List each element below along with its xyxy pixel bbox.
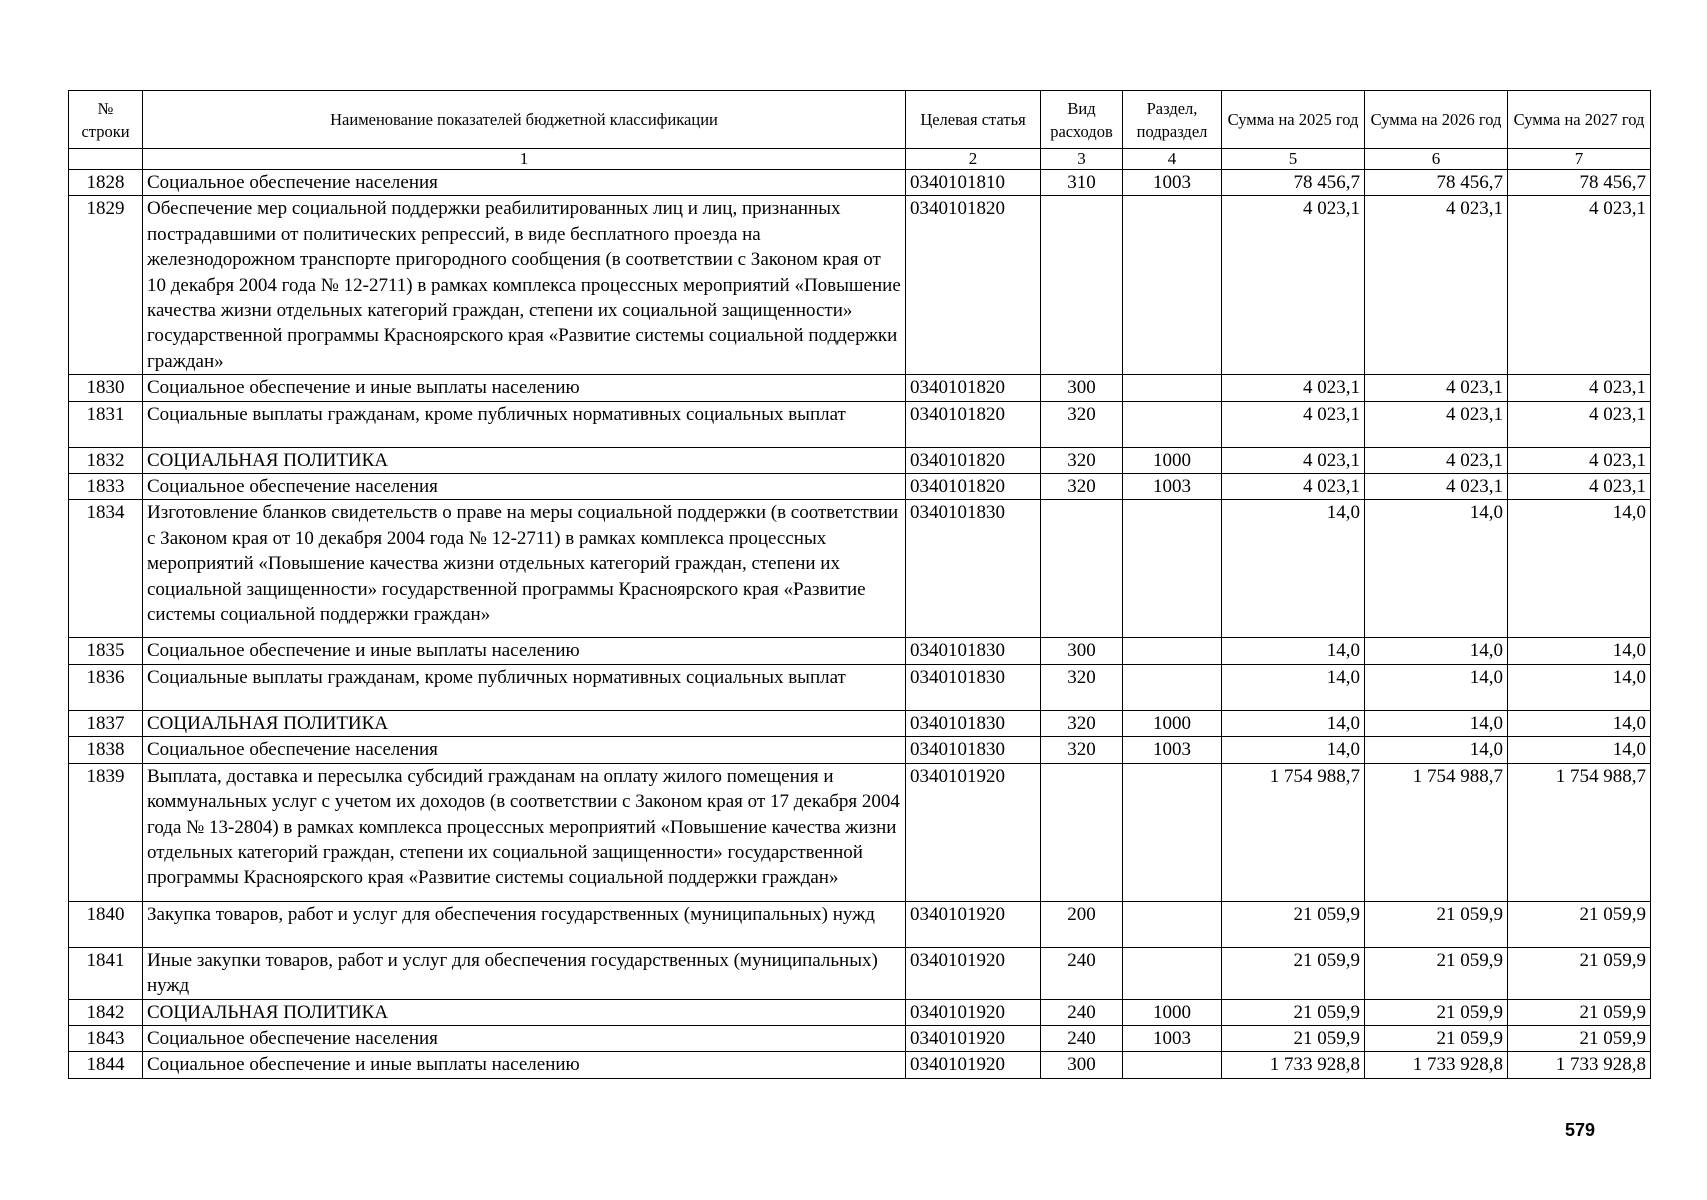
row-sum-2027: 21 059,9: [1508, 901, 1651, 947]
row-sum-2026: 14,0: [1365, 500, 1508, 638]
row-number: 1841: [69, 947, 143, 999]
column-number-row: [69, 149, 1651, 170]
row-sum-2025: 78 456,7: [1222, 170, 1365, 196]
row-number: 1829: [69, 196, 143, 375]
row-sum-2027: 4 023,1: [1508, 447, 1651, 473]
table-row: [69, 664, 1651, 710]
table-row: [69, 710, 1651, 736]
table-row: [69, 401, 1651, 447]
row-sum-2025: 4 023,1: [1222, 196, 1365, 375]
row-sum-2027: 14,0: [1508, 500, 1651, 638]
row-expense-type: 240: [1041, 999, 1123, 1025]
row-sum-2026: 14,0: [1365, 710, 1508, 736]
row-name: Социальное обеспечение и иные выплаты населению: [143, 375, 906, 401]
row-name: Социальное обеспечение населения: [143, 474, 906, 500]
row-expense-type: 240: [1041, 1025, 1123, 1051]
row-sum-2026: 4 023,1: [1365, 196, 1508, 375]
row-target-code: 0340101820: [906, 474, 1041, 500]
row-sum-2025: 4 023,1: [1222, 447, 1365, 473]
row-section: 1000: [1123, 447, 1222, 473]
row-expense-type: 320: [1041, 710, 1123, 736]
row-name: Социальное обеспечение и иные выплаты населению: [143, 1052, 906, 1078]
header-sum-2026: Сумма на 2026 год: [1365, 91, 1508, 149]
row-sum-2026: 4 023,1: [1365, 474, 1508, 500]
row-sum-2026: 4 023,1: [1365, 447, 1508, 473]
table-row: [69, 447, 1651, 473]
row-sum-2025: 4 023,1: [1222, 375, 1365, 401]
row-sum-2027: 21 059,9: [1508, 947, 1651, 999]
row-expense-type: 300: [1041, 375, 1123, 401]
row-expense-type: 310: [1041, 170, 1123, 196]
row-sum-2026: 21 059,9: [1365, 947, 1508, 999]
table-row: [69, 947, 1651, 999]
header-razdel: Раздел, подраздел: [1123, 91, 1222, 149]
row-expense-type: 320: [1041, 447, 1123, 473]
row-section: [1123, 947, 1222, 999]
row-target-code: 0340101830: [906, 737, 1041, 763]
row-section: 1003: [1123, 474, 1222, 500]
row-expense-type: [1041, 196, 1123, 375]
header-code: Целевая статья: [906, 91, 1041, 149]
row-sum-2026: 1 733 928,8: [1365, 1052, 1508, 1078]
row-target-code: 0340101820: [906, 447, 1041, 473]
row-target-code: 0340101830: [906, 710, 1041, 736]
column-number: 7: [1508, 149, 1651, 170]
row-sum-2026: 1 754 988,7: [1365, 763, 1508, 901]
row-section: [1123, 196, 1222, 375]
row-sum-2026: 14,0: [1365, 737, 1508, 763]
row-sum-2025: 14,0: [1222, 664, 1365, 710]
row-sum-2026: 21 059,9: [1365, 999, 1508, 1025]
row-sum-2026: 4 023,1: [1365, 375, 1508, 401]
table-row: [69, 375, 1651, 401]
column-number: 6: [1365, 149, 1508, 170]
row-sum-2026: 78 456,7: [1365, 170, 1508, 196]
row-sum-2025: 21 059,9: [1222, 1025, 1365, 1051]
row-sum-2025: 1 754 988,7: [1222, 763, 1365, 901]
row-sum-2026: 4 023,1: [1365, 401, 1508, 447]
column-number: 4: [1123, 149, 1222, 170]
row-name: СОЦИАЛЬНАЯ ПОЛИТИКА: [143, 447, 906, 473]
row-section: [1123, 901, 1222, 947]
row-section: [1123, 638, 1222, 664]
row-number: 1838: [69, 737, 143, 763]
row-name: СОЦИАЛЬНАЯ ПОЛИТИКА: [143, 710, 906, 736]
table-row: [69, 1025, 1651, 1051]
row-expense-type: 320: [1041, 401, 1123, 447]
column-number-blank: [69, 149, 143, 170]
header-sum-2027: Сумма на 2027 год: [1508, 91, 1651, 149]
row-expense-type: 200: [1041, 901, 1123, 947]
row-sum-2027: 14,0: [1508, 737, 1651, 763]
row-target-code: 0340101920: [906, 1052, 1041, 1078]
row-target-code: 0340101820: [906, 375, 1041, 401]
row-number: 1833: [69, 474, 143, 500]
row-sum-2025: 14,0: [1222, 638, 1365, 664]
row-section: [1123, 375, 1222, 401]
column-number: 1: [143, 149, 906, 170]
row-sum-2027: 4 023,1: [1508, 474, 1651, 500]
row-section: [1123, 763, 1222, 901]
row-number: 1840: [69, 901, 143, 947]
row-section: [1123, 401, 1222, 447]
column-number: 3: [1041, 149, 1123, 170]
table-row: [69, 737, 1651, 763]
row-sum-2025: 21 059,9: [1222, 901, 1365, 947]
row-name: Изготовление бланков свидетельств о праве на меры социальной поддержки (в соответствии с Законом края от 10 декабря 2004 года № 12-2711) в рамках комплекса процессных мероприятий «Повышение качества жизни отдельных категорий граждан, степени их социальной защищенности» государственной программы Красноярского края «Развитие системы социальной поддержки граждан»: [143, 500, 906, 638]
row-sum-2026: 21 059,9: [1365, 1025, 1508, 1051]
row-sum-2027: 4 023,1: [1508, 401, 1651, 447]
row-section: 1003: [1123, 737, 1222, 763]
row-name: Закупка товаров, работ и услуг для обеспечения государственных (муниципальных) нужд: [143, 901, 906, 947]
row-name: Социальное обеспечение населения: [143, 737, 906, 763]
row-name: Социальные выплаты гражданам, кроме публичных нормативных социальных выплат: [143, 664, 906, 710]
row-expense-type: 300: [1041, 1052, 1123, 1078]
row-sum-2026: 14,0: [1365, 638, 1508, 664]
row-name: Иные закупки товаров, работ и услуг для обеспечения государственных (муниципальных) нужд: [143, 947, 906, 999]
row-sum-2026: 14,0: [1365, 664, 1508, 710]
header-row-no: № строки: [69, 91, 143, 149]
table-row: [69, 1052, 1651, 1078]
row-section: 1000: [1123, 710, 1222, 736]
row-target-code: 0340101920: [906, 999, 1041, 1025]
header-vid: Вид расходов: [1041, 91, 1123, 149]
budget-table: [68, 90, 1651, 1079]
row-target-code: 0340101830: [906, 500, 1041, 638]
row-sum-2027: 21 059,9: [1508, 1025, 1651, 1051]
row-target-code: 0340101920: [906, 763, 1041, 901]
row-target-code: 0340101830: [906, 664, 1041, 710]
row-name: Социальное обеспечение и иные выплаты населению: [143, 638, 906, 664]
table-body: [69, 170, 1651, 1079]
row-expense-type: [1041, 500, 1123, 638]
row-sum-2025: 14,0: [1222, 710, 1365, 736]
row-number: 1842: [69, 999, 143, 1025]
row-number: 1844: [69, 1052, 143, 1078]
table-row: [69, 638, 1651, 664]
row-number: 1831: [69, 401, 143, 447]
row-number: 1835: [69, 638, 143, 664]
table-row: [69, 474, 1651, 500]
row-expense-type: [1041, 763, 1123, 901]
row-sum-2025: 1 733 928,8: [1222, 1052, 1365, 1078]
row-sum-2026: 21 059,9: [1365, 901, 1508, 947]
table-row: [69, 901, 1651, 947]
row-sum-2027: 14,0: [1508, 664, 1651, 710]
row-sum-2027: 4 023,1: [1508, 196, 1651, 375]
row-number: 1843: [69, 1025, 143, 1051]
row-section: [1123, 1052, 1222, 1078]
row-number: 1836: [69, 664, 143, 710]
table-row: [69, 170, 1651, 196]
column-number: 2: [906, 149, 1041, 170]
row-expense-type: 320: [1041, 664, 1123, 710]
row-name: Социальные выплаты гражданам, кроме публичных нормативных социальных выплат: [143, 401, 906, 447]
column-number: 5: [1222, 149, 1365, 170]
row-sum-2027: 14,0: [1508, 638, 1651, 664]
row-target-code: 0340101820: [906, 196, 1041, 375]
row-expense-type: 300: [1041, 638, 1123, 664]
row-sum-2027: 1 754 988,7: [1508, 763, 1651, 901]
header-sum-2025: Сумма на 2025 год: [1222, 91, 1365, 149]
row-number: 1830: [69, 375, 143, 401]
row-sum-2027: 4 023,1: [1508, 375, 1651, 401]
row-expense-type: 240: [1041, 947, 1123, 999]
row-sum-2027: 78 456,7: [1508, 170, 1651, 196]
row-sum-2025: 14,0: [1222, 737, 1365, 763]
table-row: [69, 763, 1651, 901]
row-name: Социальное обеспечение населения: [143, 170, 906, 196]
row-target-code: 0340101820: [906, 401, 1041, 447]
row-sum-2025: 21 059,9: [1222, 999, 1365, 1025]
table-row: [69, 500, 1651, 638]
row-sum-2025: 4 023,1: [1222, 474, 1365, 500]
row-name: Выплата, доставка и пересылка субсидий гражданам на оплату жилого помещения и коммунальных услуг с учетом их доходов (в соответствии с Законом края от 17 декабря 2004 года № 13-2804) в рамках комплекса процессных мероприятий «Повышение качества жизни отдельных категорий граждан, степени их социальной защищенности» государственной программы Красноярского края «Развитие системы социальной поддержки граждан»: [143, 763, 906, 901]
row-expense-type: 320: [1041, 474, 1123, 500]
row-section: [1123, 664, 1222, 710]
header-row: [69, 91, 1651, 149]
row-expense-type: 320: [1041, 737, 1123, 763]
row-sum-2025: 4 023,1: [1222, 401, 1365, 447]
row-sum-2025: 21 059,9: [1222, 947, 1365, 999]
row-number: 1832: [69, 447, 143, 473]
row-name: Социальное обеспечение населения: [143, 1025, 906, 1051]
row-target-code: 0340101830: [906, 638, 1041, 664]
row-sum-2027: 21 059,9: [1508, 999, 1651, 1025]
row-number: 1834: [69, 500, 143, 638]
row-number: 1837: [69, 710, 143, 736]
row-section: 1003: [1123, 1025, 1222, 1051]
row-number: 1839: [69, 763, 143, 901]
row-target-code: 0340101920: [906, 947, 1041, 999]
row-section: 1003: [1123, 170, 1222, 196]
row-target-code: 0340101920: [906, 1025, 1041, 1051]
row-sum-2027: 1 733 928,8: [1508, 1052, 1651, 1078]
row-section: 1000: [1123, 999, 1222, 1025]
row-name: СОЦИАЛЬНАЯ ПОЛИТИКА: [143, 999, 906, 1025]
row-section: [1123, 500, 1222, 638]
row-target-code: 0340101810: [906, 170, 1041, 196]
row-name: Обеспечение мер социальной поддержки реабилитированных лиц и лиц, признанных пострадавшими от политических репрессий, в виде бесплатного проезда на железнодорожном транспорте пригородного сообщения (в соответствии с Законом края от 10 декабря 2004 года № 12-2711) в рамках комплекса процессных мероприятий «Повышение качества жизни отдельных категорий граждан, степени их социальной защищенности» государственной программы Красноярского края «Развитие системы социальной поддержки граждан»: [143, 196, 906, 375]
table-row: [69, 999, 1651, 1025]
table-row: [69, 196, 1651, 375]
page-number: 579: [1565, 1120, 1596, 1140]
row-sum-2025: 14,0: [1222, 500, 1365, 638]
row-target-code: 0340101920: [906, 901, 1041, 947]
row-sum-2027: 14,0: [1508, 710, 1651, 736]
header-name: Наименование показателей бюджетной классификации: [143, 91, 906, 149]
row-number: 1828: [69, 170, 143, 196]
